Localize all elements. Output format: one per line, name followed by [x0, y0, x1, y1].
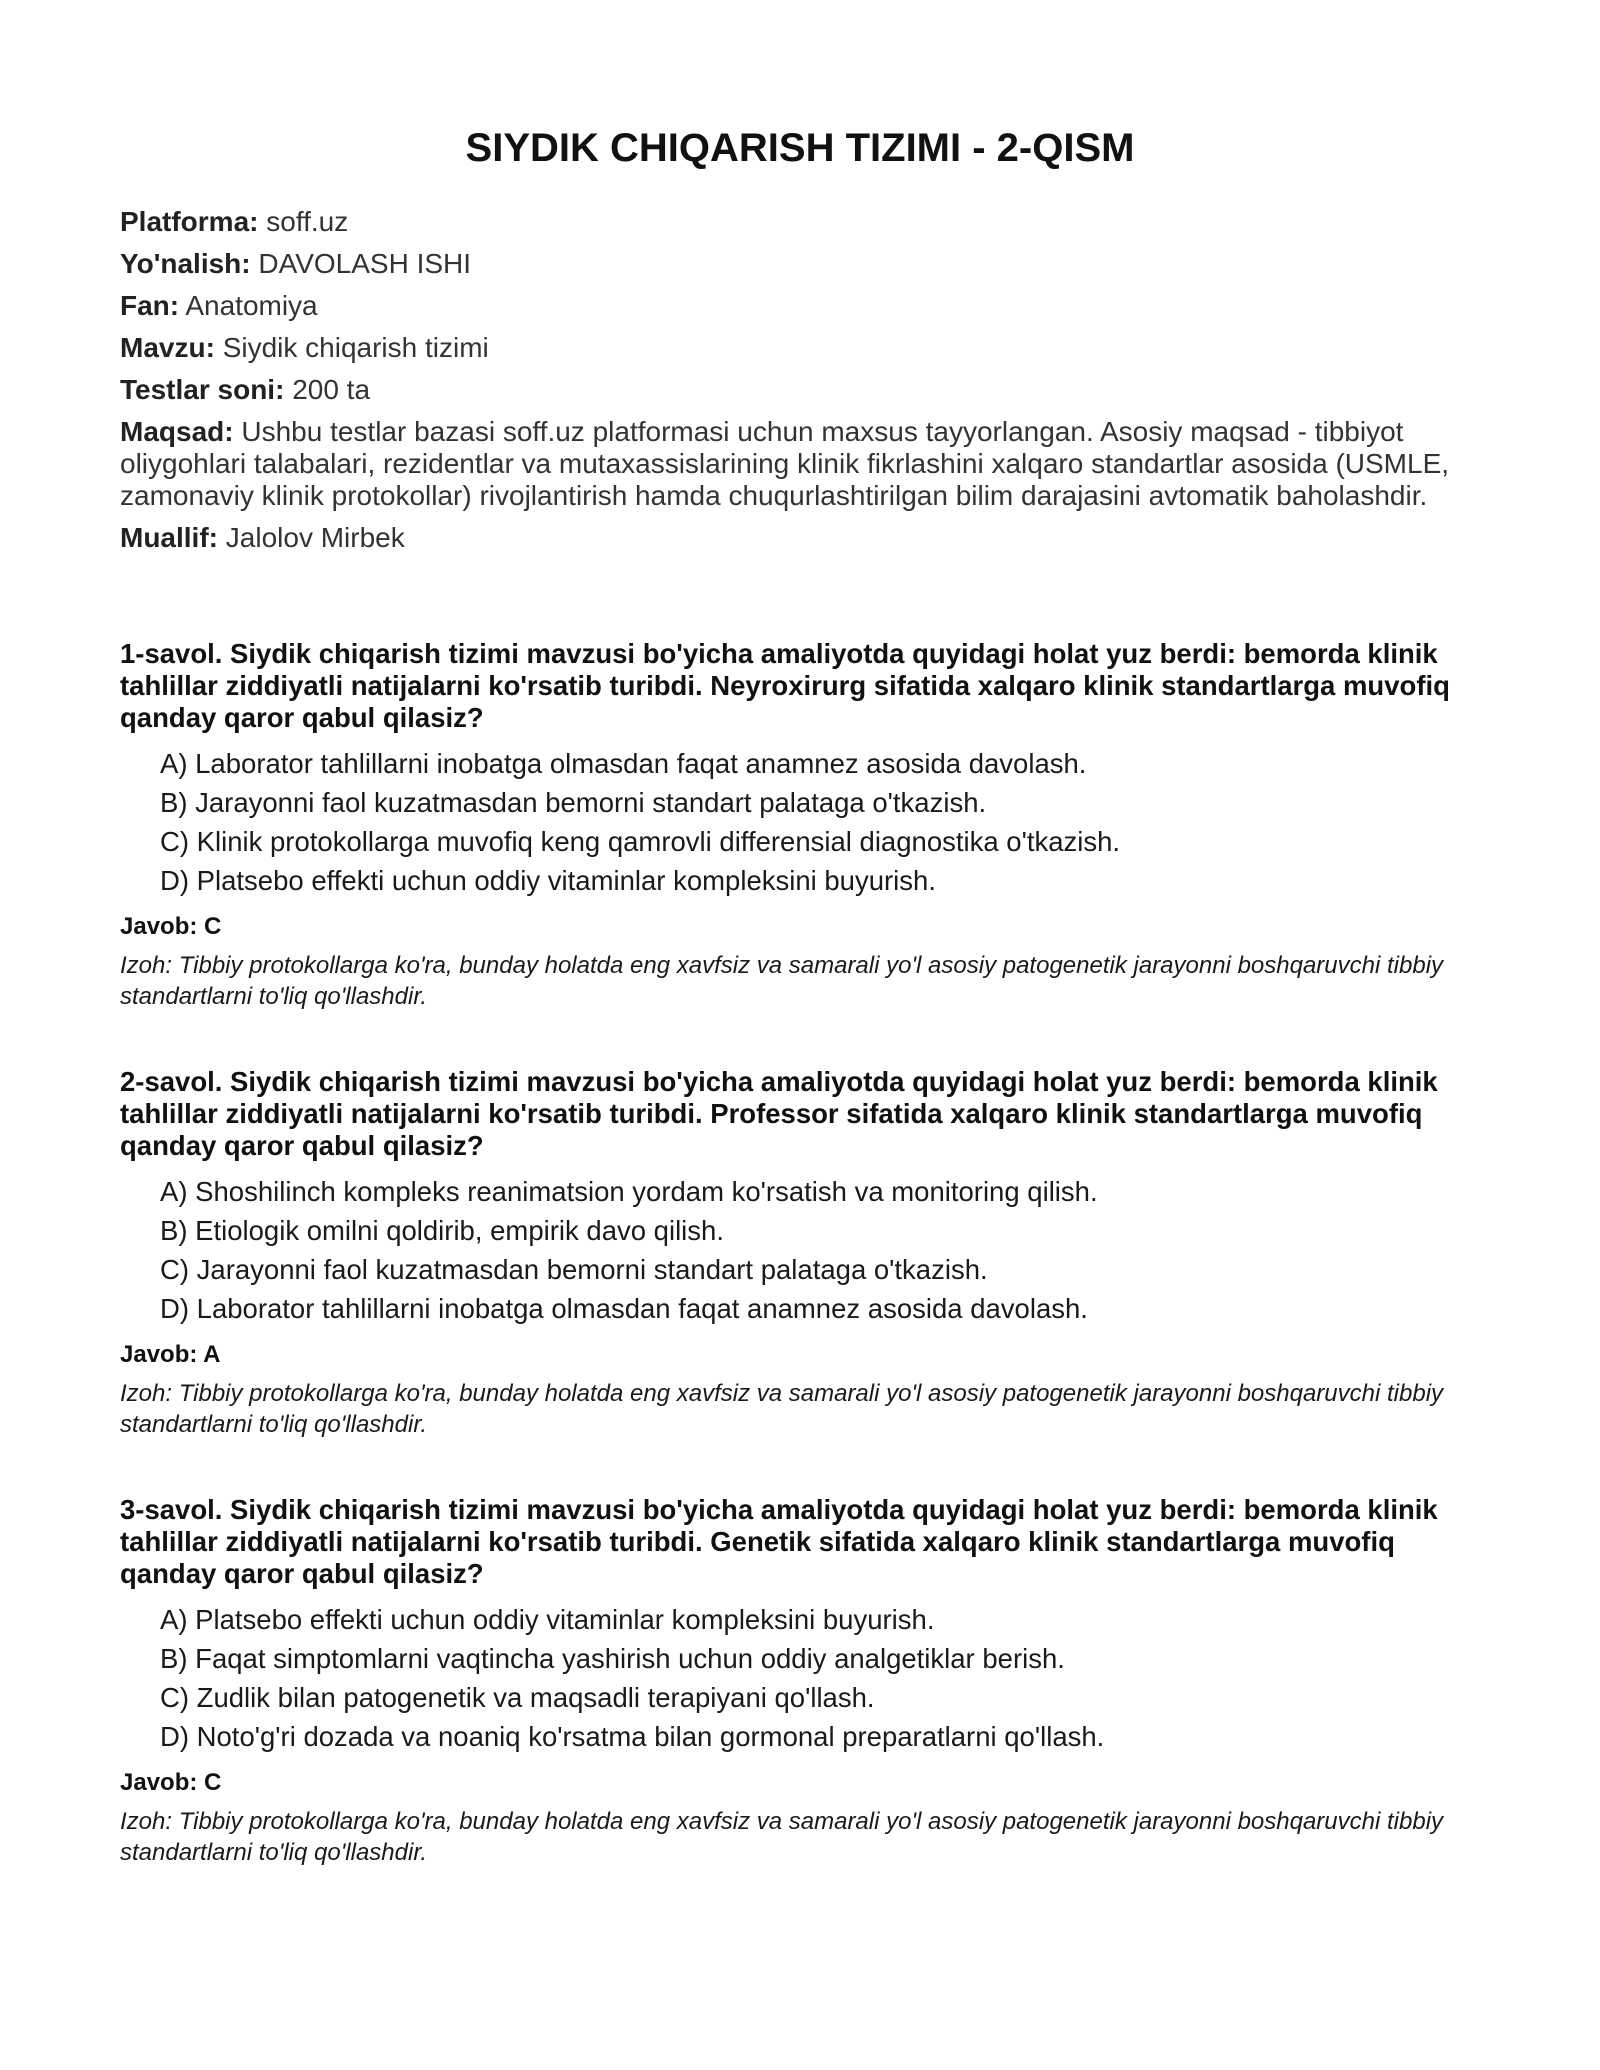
meta-goal-value: Ushbu testlar bazasi soff.uz platformasi uchun maxsus tayyorlangan. Asosiy maqsad - tibbiyot oliygohlari talabalari, rezidentlar va mutaxassislarining klinik fikrlashini xalqaro standartlar asosida (USMLE, zamonaviy klinik protokollar) rivojlantirish hamda chuqurlashtirilgan bilim darajasini avtomatik baholashdir.	[120, 416, 1450, 511]
question-item	[120, 1494, 1480, 1868]
correct-answer: Javob: C	[120, 913, 222, 940]
document-title: SIYDIK CHIQARISH TIZIMI - 2-QISM	[465, 126, 1135, 170]
meta-subject	[120, 290, 1480, 322]
option-c: C) Klinik protokollarga muvofiq keng qamrovli differensial diagnostika o'tkazish.	[160, 826, 1121, 857]
meta-subject-value: Anatomiya	[185, 290, 318, 321]
meta-count-label: Testlar soni:	[120, 374, 285, 405]
answer-options	[120, 744, 1480, 900]
meta-platform	[120, 206, 1480, 238]
answer-explanation: Izoh: Tibbiy protokollarga ko'ra, bunday holatda eng xavfsiz va samarali yo'l asosiy patogenetik jarayonni boshqaruvchi tibbiy standartlarni to'liq qo'llashdir.	[120, 1380, 1444, 1438]
meta-direction-value: DAVOLASH ISHI	[258, 248, 472, 279]
document-meta	[120, 206, 1480, 554]
answer-options	[120, 1172, 1480, 1328]
option-d: D) Laborator tahlillarni inobatga olmasdan faqat anamnez asosida davolash.	[160, 1293, 1088, 1324]
meta-topic-value: Siydik chiqarish tizimi	[222, 332, 489, 363]
meta-subject-label: Fan:	[120, 290, 180, 321]
meta-direction	[120, 248, 1480, 280]
option-a: A) Laborator tahlillarni inobatga olmasdan faqat anamnez asosida davolash.	[160, 748, 1087, 779]
question-text: 3-savol. Siydik chiqarish tizimi mavzusi bo'yicha amaliyotda quyidagi holat yuz berdi: bemorda klinik tahlillar ziddiyatli natijalarni ko'rsatib turibdi. Genetik sifatida xalqaro klinik standartlarga muvofiq qanday qaror qabul qilasiz?	[120, 1494, 1438, 1589]
question-list	[120, 638, 1480, 1868]
question-item	[120, 638, 1480, 1012]
question-item	[120, 1066, 1480, 1440]
option-c: C) Jarayonni faol kuzatmasdan bemorni standart palataga o'tkazish.	[160, 1254, 988, 1285]
meta-author-value: Jalolov Mirbek	[225, 522, 405, 553]
meta-platform-value: soff.uz	[266, 206, 349, 237]
meta-direction-label: Yo'nalish:	[120, 248, 251, 279]
meta-topic	[120, 332, 1480, 364]
answer-options	[120, 1600, 1480, 1756]
option-a: A) Platsebo effekti uchun oddiy vitaminlar kompleksini buyurish.	[160, 1604, 935, 1635]
option-b: B) Etiologik omilni qoldirib, empirik davo qilish.	[160, 1215, 724, 1246]
answer-explanation: Izoh: Tibbiy protokollarga ko'ra, bunday holatda eng xavfsiz va samarali yo'l asosiy patogenetik jarayonni boshqaruvchi tibbiy standartlarni to'liq qo'llashdir.	[120, 1808, 1444, 1866]
meta-goal-label: Maqsad:	[120, 416, 234, 447]
question-text: 1-savol. Siydik chiqarish tizimi mavzusi bo'yicha amaliyotda quyidagi holat yuz berdi: bemorda klinik tahlillar ziddiyatli natijalarni ko'rsatib turibdi. Neyroxirurg sifatida xalqaro klinik standartlarga muvofiq qanday qaror qabul qilasiz?	[120, 638, 1450, 733]
meta-author-label: Muallif:	[120, 522, 218, 553]
option-b: B) Faqat simptomlarni vaqtincha yashirish uchun oddiy analgetiklar berish.	[160, 1643, 1065, 1674]
meta-count	[120, 374, 1480, 406]
meta-goal	[120, 416, 1480, 512]
correct-answer: Javob: A	[120, 1341, 221, 1368]
meta-topic-label: Mavzu:	[120, 332, 215, 363]
option-d: D) Noto'g'ri dozada va noaniq ko'rsatma bilan gormonal preparatlarni qo'llash.	[160, 1721, 1105, 1752]
option-c: C) Zudlik bilan patogenetik va maqsadli terapiyani qo'llash.	[160, 1682, 875, 1713]
answer-explanation: Izoh: Tibbiy protokollarga ko'ra, bunday holatda eng xavfsiz va samarali yo'l asosiy patogenetik jarayonni boshqaruvchi tibbiy standartlarni to'liq qo'llashdir.	[120, 952, 1444, 1010]
option-a: A) Shoshilinch kompleks reanimatsion yordam ko'rsatish va monitoring qilish.	[160, 1176, 1098, 1207]
meta-author	[120, 522, 1480, 554]
option-b: B) Jarayonni faol kuzatmasdan bemorni standart palataga o'tkazish.	[160, 787, 987, 818]
option-d: D) Platsebo effekti uchun oddiy vitaminlar kompleksini buyurish.	[160, 865, 936, 896]
meta-platform-label: Platforma:	[120, 206, 259, 237]
meta-count-value: 200 ta	[292, 374, 371, 405]
question-text: 2-savol. Siydik chiqarish tizimi mavzusi bo'yicha amaliyotda quyidagi holat yuz berdi: bemorda klinik tahlillar ziddiyatli natijalarni ko'rsatib turibdi. Professor sifatida xalqaro klinik standartlarga muvofiq qanday qaror qabul qilasiz?	[120, 1066, 1438, 1161]
correct-answer: Javob: C	[120, 1769, 222, 1796]
